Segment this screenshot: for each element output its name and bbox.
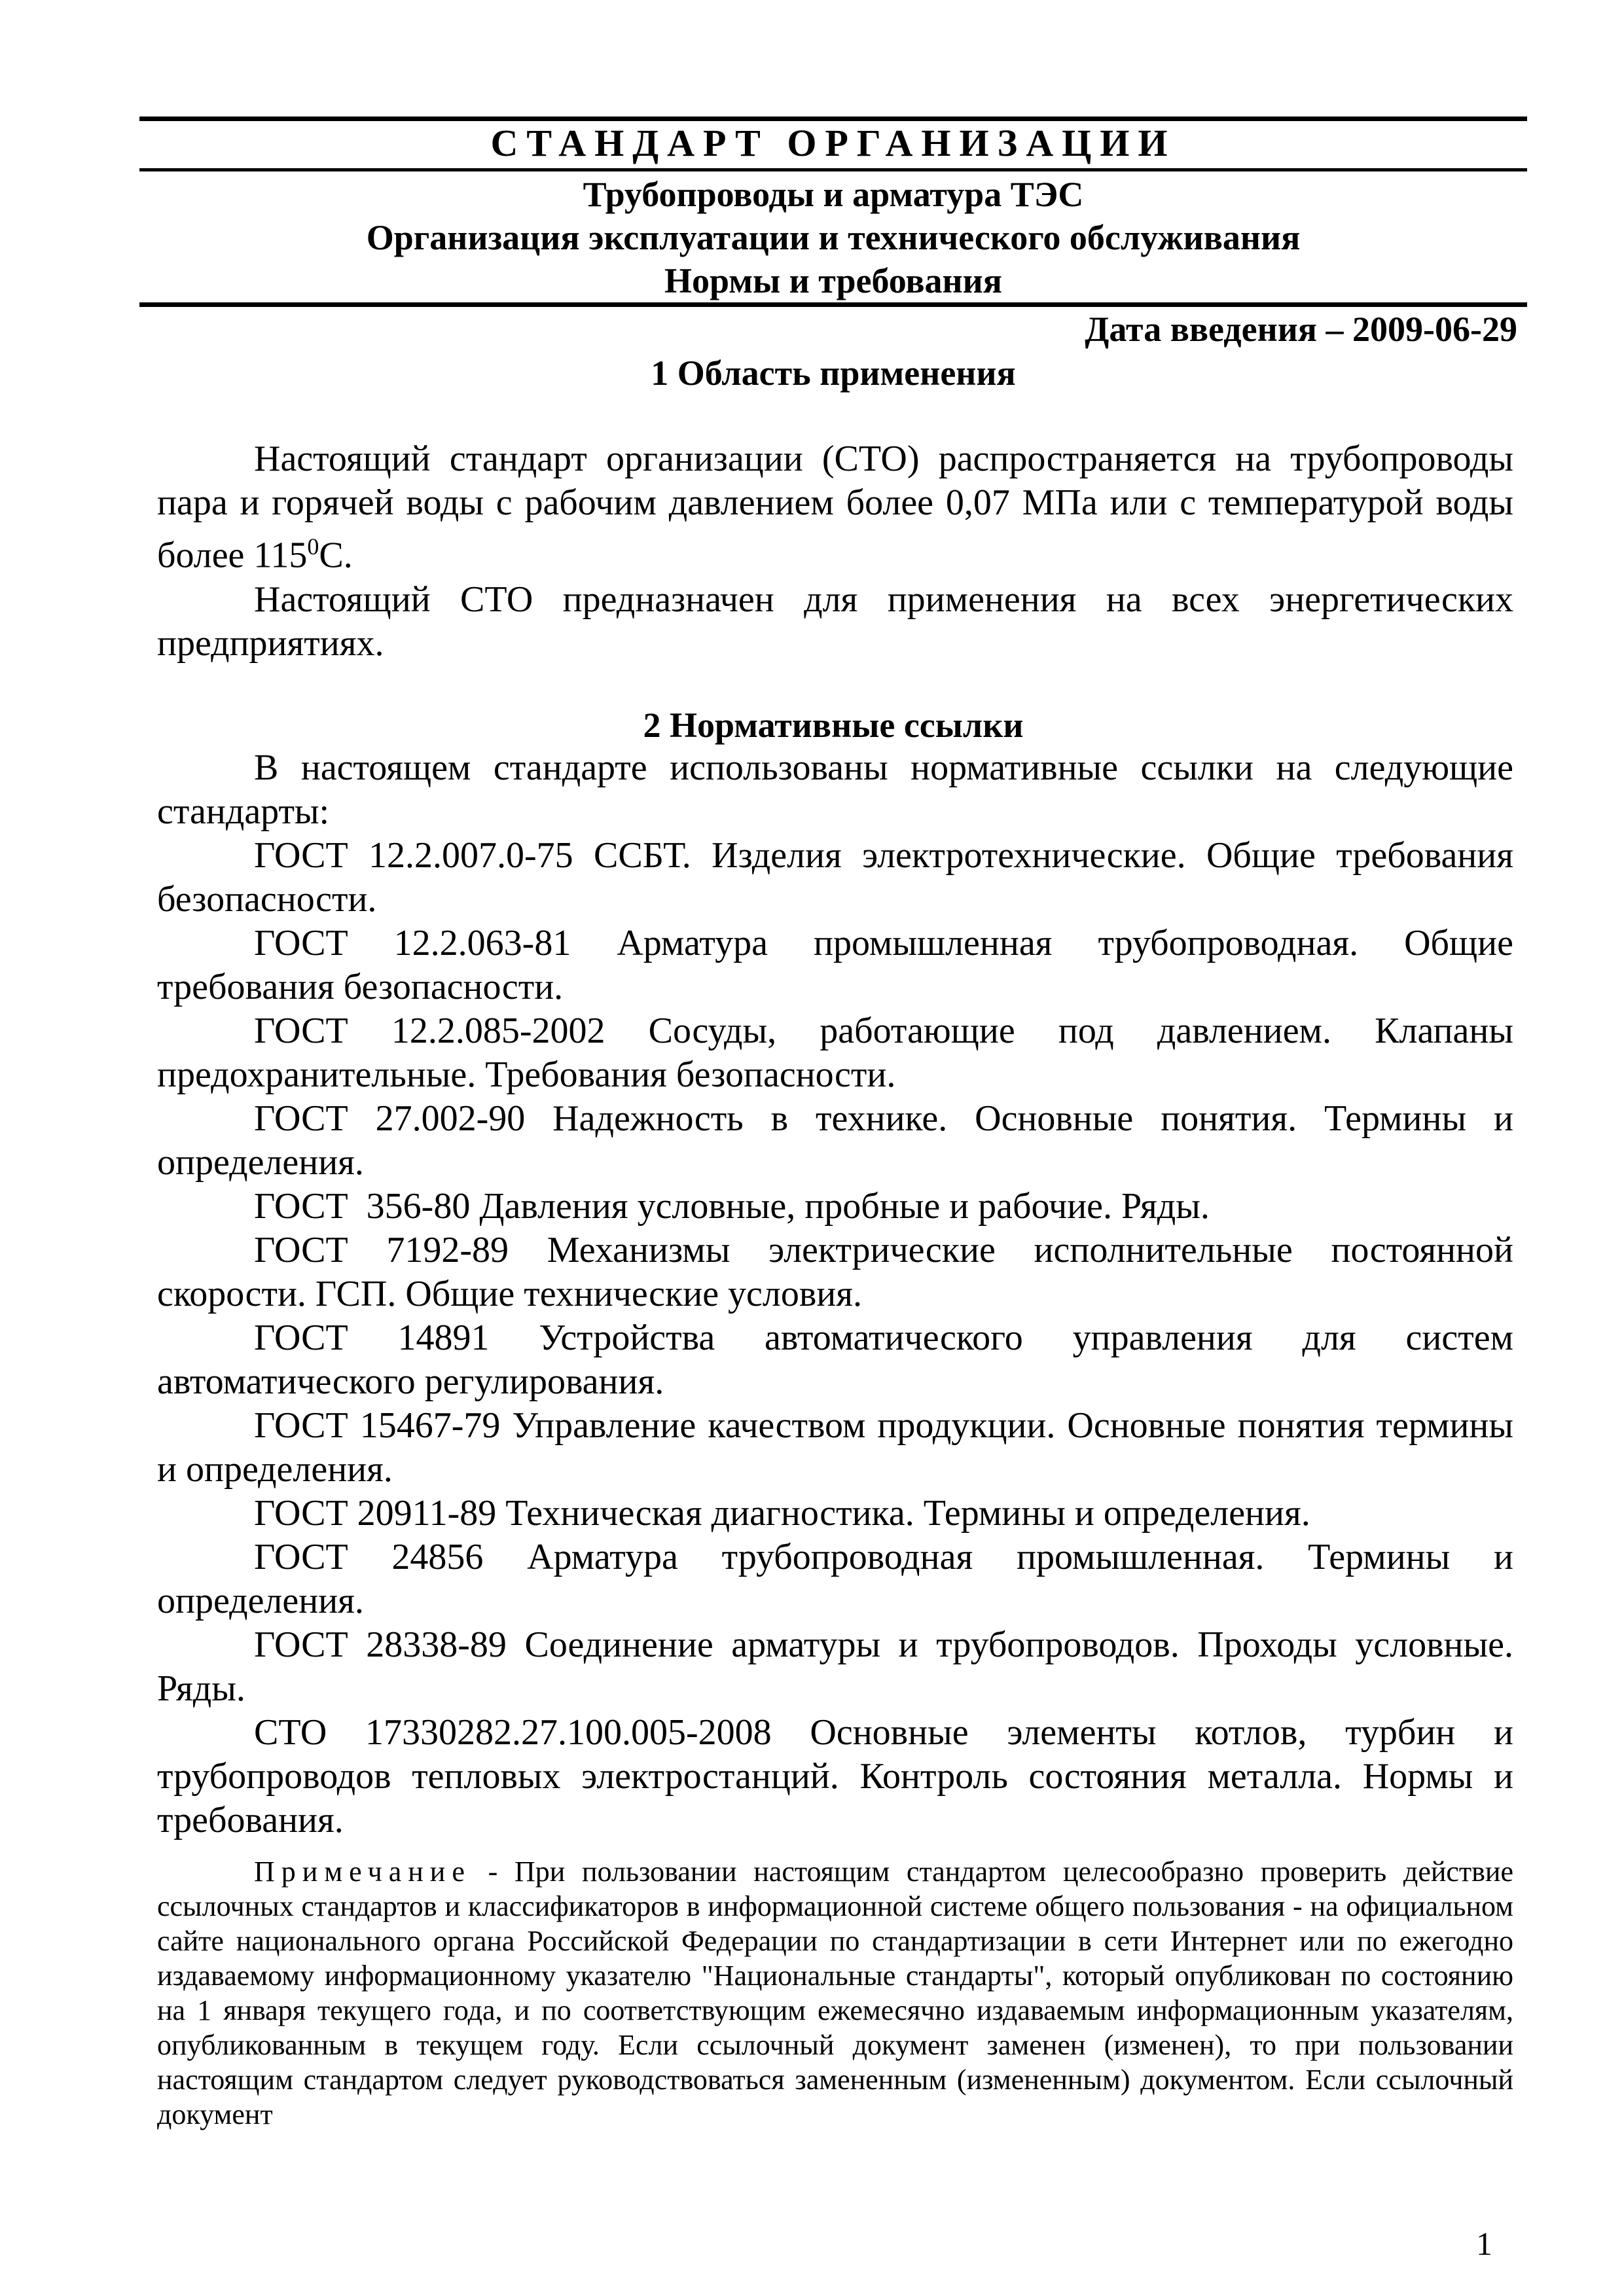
section-1-heading: 1 Область применения — [651, 353, 1016, 393]
reference-item: ГОСТ 7192-89 Механизмы электрические исполнительные постоянной скорости. ГСП. Общие технические условия. — [157, 1230, 1513, 1314]
reference-item: ГОСТ 14891 Устройства автоматического управления для систем автоматического регулирования. — [157, 1318, 1513, 1402]
references-note — [157, 1854, 1513, 2132]
reference-item: ГОСТ 28338-89 Соединение арматуры и трубопроводов. Проходы условные. Ряды. — [157, 1624, 1513, 1709]
section-2-body — [157, 746, 1513, 1842]
application-paragraph: Настоящий СТО предназначен для применения на всех энергетических предприятиях. — [157, 579, 1513, 664]
note-label: Примечание — [254, 1856, 471, 1888]
section-2-heading: 2 Нормативные ссылки — [643, 706, 1024, 745]
reference-item: ГОСТ 20911-89 Техническая диагностика. Термины и определения. — [254, 1493, 1310, 1534]
page-number: 1 — [1476, 2225, 1492, 2262]
document-title — [139, 173, 1527, 302]
reference-item: ГОСТ 12.2.007.0-75 ССБТ. Изделия электротехнические. Общие требования безопасности. — [157, 835, 1513, 920]
note-paragraph — [157, 1854, 1513, 2132]
title-line-1: Трубопроводы и арматура ТЭС — [583, 175, 1084, 214]
header-bottom-rule — [139, 302, 1527, 307]
reference-item: ГОСТ 12.2.063-81 Арматура промышленная трубопроводная. Общие требования безопасности. — [157, 923, 1513, 1007]
references-intro: В настоящем стандарте использованы нормативные ссылки на следующие стандарты: — [157, 747, 1513, 832]
degree-superscript: 0 — [307, 533, 319, 560]
section-1-body — [157, 437, 1513, 666]
title-line-3: Нормы и требования — [664, 261, 1002, 300]
reference-item: ГОСТ 24856 Арматура трубопроводная промышленная. Термины и определения. — [157, 1537, 1513, 1621]
reference-item: СТО 17330282.27.100.005-2008 Основные элементы котлов, турбин и трубопроводов тепловых электростанций. Контроль состояния металла. Нормы и требования. — [157, 1712, 1513, 1840]
scope-paragraph — [157, 437, 1513, 578]
introduction-date: Дата введения – 2009-06-29 — [1085, 310, 1517, 349]
reference-item: ГОСТ 15467-79 Управление качеством продукции. Основные понятия термины и определения. — [157, 1405, 1513, 1490]
organization-standard-stamp: СТАНДАРТ ОРГАНИЗАЦИИ — [490, 122, 1176, 164]
scope-text-end: С. — [319, 535, 353, 576]
reference-item: ГОСТ 27.002-90 Надежность в технике. Основные понятия. Термины и определения. — [157, 1098, 1513, 1183]
note-text: - При пользовании настоящим стандартом целесообразно проверить действие ссылочных стандартов и классификаторов в информационной системе общего пользования - на официальном сайте национального органа Российской Федерации по стандартизации в сети Интернет или по ежегодно издаваемому информационному указателю "Национальные стандарты", который опубликован по состоянию на 1 января текущего года, и по соответствующим ежемесячно издаваемым информационным указателям, опубликованным в текущем году. Если ссылочный документ заменен (изменен), то при пользовании настоящим стандартом следует руководствоваться замененным (измененным) документом. Если ссылочный документ — [157, 1856, 1513, 2130]
header-middle-rule — [139, 168, 1527, 171]
scope-text: Настоящий стандарт организации (СТО) распространяется на трубопроводы пара и горячей воды с рабочим давлением более 0,07 МПа или с температурой воды более 115 — [157, 439, 1513, 576]
reference-item: ГОСТ 356-80 Давления условные, пробные и рабочие. Ряды. — [254, 1186, 1210, 1227]
reference-item: ГОСТ 12.2.085-2002 Сосуды, работающие под давлением. Клапаны предохранительные. Требования безопасности. — [157, 1011, 1513, 1095]
title-line-2: Организация эксплуатации и технического обслуживания — [366, 218, 1301, 257]
